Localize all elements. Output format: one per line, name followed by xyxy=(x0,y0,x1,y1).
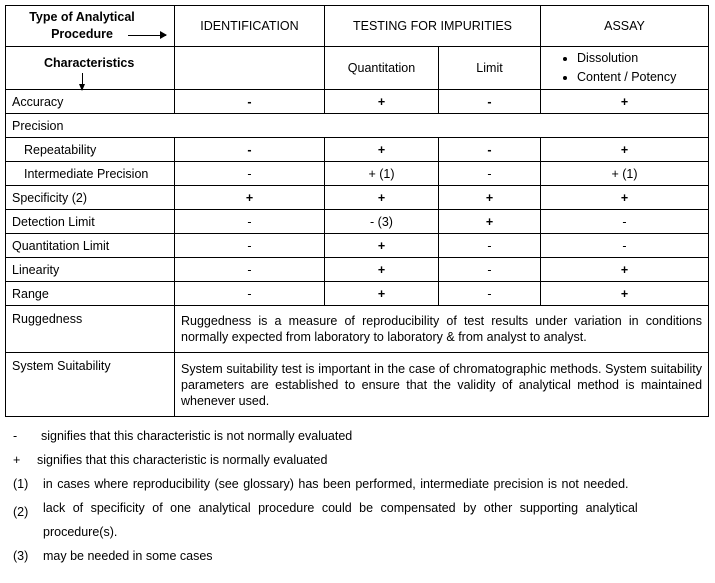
ruggedness-text: Ruggedness is a measure of reproducibility of test results under variation in conditions normally expected from laboratory to laboratory & from analyst to analyst. xyxy=(175,306,709,353)
assay-cell: + xyxy=(541,138,709,162)
testing-impurities-header: TESTING FOR IMPURITIES xyxy=(325,6,541,47)
table-row xyxy=(6,234,709,258)
limit-header: Limit xyxy=(439,47,541,90)
identification-cell: - xyxy=(175,234,325,258)
footnote-text: in cases where reproducibility (see glossary) has been performed, intermediate precision is not needed. xyxy=(43,477,629,491)
quantitation-cell: + xyxy=(325,234,439,258)
quantitation-cell: + xyxy=(325,90,439,114)
quantitation-cell: + xyxy=(325,138,439,162)
table-row xyxy=(6,306,709,353)
limit-cell: - xyxy=(439,258,541,282)
quantitation-cell: + xyxy=(325,282,439,306)
limit-cell: - xyxy=(439,234,541,258)
assay-cell: - xyxy=(541,210,709,234)
limit-cell: - xyxy=(439,282,541,306)
assay-cell: - xyxy=(541,234,709,258)
table-row xyxy=(6,210,709,234)
validation-table xyxy=(5,5,709,417)
quantitation-cell: + xyxy=(325,258,439,282)
quantitation-cell: + xyxy=(325,186,439,210)
identification-cell: - xyxy=(175,162,325,186)
assay-item: • Content / Potency xyxy=(577,68,702,87)
footnote-mark: (2) xyxy=(13,505,29,519)
assay-cell: + xyxy=(541,90,709,114)
limit-cell: - xyxy=(439,138,541,162)
limit-cell: - xyxy=(439,90,541,114)
footnotes xyxy=(13,428,703,572)
footnote-text: lack of specificity of one analytical procedure could be compensated by other supporting analytical procedure(s). xyxy=(43,501,638,539)
row-label: Linearity xyxy=(6,258,175,282)
table-row xyxy=(6,90,709,114)
footnote-text: signifies that this characteristic is normally evaluated xyxy=(37,453,328,467)
footnote-mark: - xyxy=(13,429,18,443)
row-label: Precision xyxy=(6,114,709,138)
row-label: Intermediate Precision xyxy=(6,162,175,186)
characteristics-label: Characteristics xyxy=(44,56,135,70)
characteristics-header xyxy=(6,47,175,90)
identification-header: IDENTIFICATION xyxy=(175,6,325,47)
identification-subheader xyxy=(175,47,325,90)
table-row xyxy=(6,162,709,186)
footnote xyxy=(13,500,703,548)
row-label: System Suitability xyxy=(6,353,175,417)
table-row xyxy=(6,186,709,210)
assay-list xyxy=(547,49,702,87)
identification-cell: - xyxy=(175,282,325,306)
row-label: Specificity (2) xyxy=(6,186,175,210)
row-label: Accuracy xyxy=(6,90,175,114)
table-row xyxy=(6,138,709,162)
arrow-right-icon xyxy=(128,35,166,36)
footnote-mark: (1) xyxy=(13,477,29,491)
table-row xyxy=(6,114,709,138)
quantitation-cell: - (3) xyxy=(325,210,439,234)
arrow-down-icon xyxy=(82,73,83,85)
row-label: Repeatability xyxy=(6,138,175,162)
limit-cell: + xyxy=(439,210,541,234)
identification-cell: - xyxy=(175,138,325,162)
row-label: Detection Limit xyxy=(6,210,175,234)
footnote xyxy=(13,548,703,572)
assay-cell: + xyxy=(541,258,709,282)
identification-cell: + xyxy=(175,186,325,210)
limit-cell: + xyxy=(439,186,541,210)
table-row xyxy=(6,282,709,306)
limit-cell: - xyxy=(439,162,541,186)
table-row xyxy=(6,258,709,282)
assay-cell: + (1) xyxy=(541,162,709,186)
type-of-procedure-label: Type of Analytical Procedure xyxy=(29,10,135,41)
assay-header: ASSAY xyxy=(541,6,709,47)
assay-subheader xyxy=(541,47,709,90)
quantitation-cell: + (1) xyxy=(325,162,439,186)
identification-cell: - xyxy=(175,90,325,114)
footnote-text: may be needed in some cases xyxy=(43,549,213,563)
type-of-procedure-header xyxy=(6,6,175,47)
assay-cell: + xyxy=(541,186,709,210)
assay-cell: + xyxy=(541,282,709,306)
footnote-text: signifies that this characteristic is not normally evaluated xyxy=(41,429,353,443)
header-row-1 xyxy=(6,6,709,47)
quantitation-header: Quantitation xyxy=(325,47,439,90)
footnote xyxy=(13,428,703,452)
header-row-2 xyxy=(6,47,709,90)
footnote-mark: + xyxy=(13,453,21,467)
identification-cell: - xyxy=(175,210,325,234)
row-label: Quantitation Limit xyxy=(6,234,175,258)
footnote-mark: (3) xyxy=(13,549,29,563)
system-suitability-text: System suitability test is important in the case of chromatographic methods. System suitability parameters are established to ensure that the validity of analytical method is maintained whenever used. xyxy=(175,353,709,417)
row-label: Ruggedness xyxy=(6,306,175,353)
footnote xyxy=(13,452,703,476)
row-label: Range xyxy=(6,282,175,306)
assay-item: • Dissolution xyxy=(577,49,702,68)
table-row xyxy=(6,353,709,417)
identification-cell: - xyxy=(175,258,325,282)
